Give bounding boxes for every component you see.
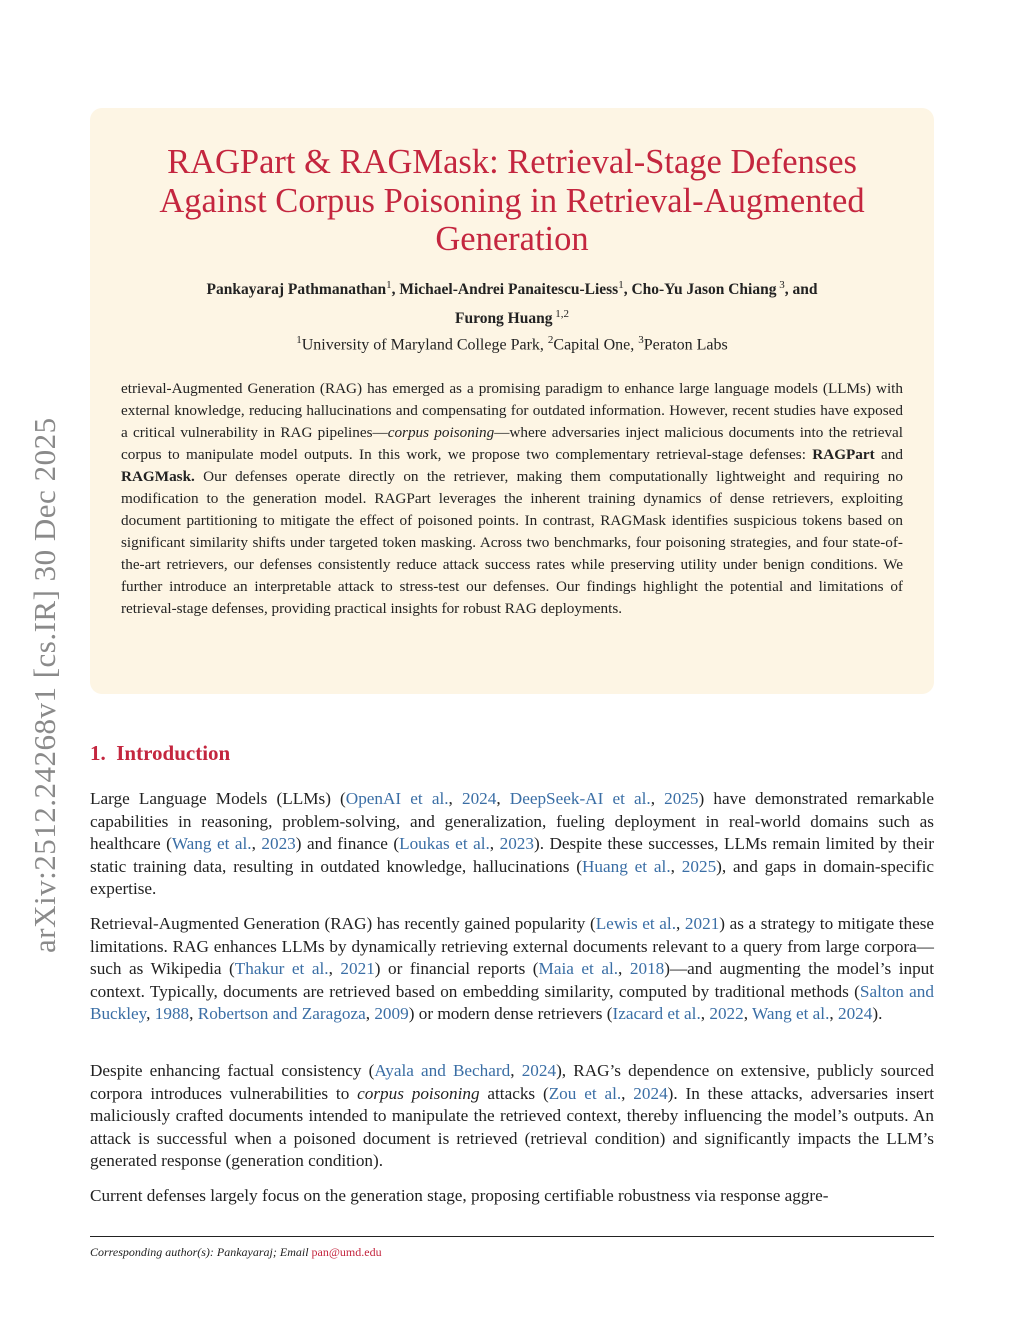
text-run: ) and finance ( <box>295 834 400 853</box>
citation-link[interactable]: 2024 <box>521 1061 557 1080</box>
affiliation-mark: 2 <box>547 334 554 346</box>
author-separator: , <box>623 281 632 299</box>
citation-link[interactable]: 2024 <box>837 1004 873 1023</box>
author-list <box>90 273 934 331</box>
text-run: , <box>146 1004 155 1023</box>
citation-link[interactable]: 2024 <box>633 1083 668 1103</box>
affiliation-name: University of Maryland College Park, <box>301 336 548 354</box>
text-run: , <box>676 914 685 933</box>
text-run: , <box>670 856 682 876</box>
author-separator: , <box>391 281 400 299</box>
text-run: , <box>189 1004 198 1023</box>
intro-paragraph <box>90 1060 934 1173</box>
citation-link[interactable]: 2018 <box>629 959 665 978</box>
text-run: , <box>700 1004 710 1023</box>
emphasis-text: corpus poisoning <box>357 1083 480 1103</box>
text-run: ) or modern dense retrievers ( <box>408 1004 613 1023</box>
text-run: , <box>489 834 500 853</box>
citation-link[interactable]: Thakur et al. <box>234 959 329 978</box>
text-run: , <box>618 959 630 978</box>
text-run: ), RAG’s dependence on extensive, publicly sourced corpora introduces vulnerabilities to <box>90 1061 934 1103</box>
footnote-label: Corresponding author(s): Pankayaraj; Email <box>90 1245 312 1259</box>
affiliation-name: Peraton Labs <box>643 336 728 354</box>
citation-link[interactable]: 1988 <box>154 1004 190 1023</box>
citation-link[interactable]: 2023 <box>499 834 534 853</box>
affiliation-name: Capital One, <box>553 336 639 354</box>
citation-link[interactable]: OpenAI et al. <box>345 789 449 808</box>
intro-paragraph <box>90 913 934 1026</box>
intro-paragraph <box>90 1185 934 1208</box>
text-run: and <box>874 446 903 463</box>
citation-link[interactable]: Maia et al. <box>538 959 619 978</box>
citation-link[interactable]: Loukas et al. <box>399 834 490 853</box>
text-run: , <box>328 959 341 978</box>
text-run: attacks ( <box>479 1083 549 1103</box>
affiliations <box>90 334 934 354</box>
author-name: Pankayaraj Pathmanathan <box>206 281 387 299</box>
citation-link[interactable]: Huang et al. <box>582 856 671 876</box>
paper-title <box>90 143 934 259</box>
title-line: Against Corpus Poisoning in Retrieval-Augmented <box>159 181 865 220</box>
author-name: Michael-Andrei Panaitescu-Liess <box>399 281 619 299</box>
text-run: , <box>621 1083 634 1103</box>
citation-link[interactable]: 2021 <box>340 959 375 978</box>
footnote <box>90 1245 382 1260</box>
text-run: Current defenses largely focus on the generation stage, proposing certifiable robustness via response aggre- <box>90 1186 829 1205</box>
citation-link[interactable]: Ayala and Bechard <box>374 1061 511 1080</box>
intro-paragraph <box>90 788 934 901</box>
affiliation-mark: 1 <box>296 334 302 346</box>
text-run: , <box>650 789 665 808</box>
affiliation-mark: 3 <box>638 334 644 346</box>
citation-link[interactable]: 2022 <box>709 1004 744 1023</box>
abstract-text <box>121 378 903 620</box>
citation-link[interactable]: Lewis et al. <box>595 914 677 933</box>
text-run: ). Despite these successes, LLMs remain limited by their static training data, resulting in outdated knowledge, hallucinations ( <box>90 834 934 876</box>
text-run: Retrieval-Augmented Generation (RAG) has recently gained popularity ( <box>90 914 596 933</box>
text-run: , <box>829 1004 838 1023</box>
text-run: —where adversaries inject malicious documents into the retrieval corpus to manipulate model outputs. In this work, we propose two complementary retrieval-stage defenses: <box>121 424 903 463</box>
title-line: Generation <box>435 220 589 258</box>
email-link[interactable]: pan@umd.edu <box>311 1245 382 1259</box>
bold-text: RAGPart <box>812 446 875 463</box>
text-run: ), and gaps in domain-specific expertise. <box>90 856 934 898</box>
section-heading <box>90 741 230 766</box>
text-run: , <box>496 789 510 808</box>
section-number: 1. <box>90 741 106 765</box>
text-run: , <box>448 789 462 808</box>
footnote-rule <box>90 1236 934 1237</box>
author-affiliation-mark: 3 <box>776 279 785 291</box>
author-name: Furong Huang <box>455 310 553 328</box>
citation-link[interactable]: Salton and Buckley <box>90 981 934 1023</box>
author-affiliation-mark: 1 <box>386 279 392 291</box>
text-run: )—and augmenting the model’s input context. Typically, documents are retrieved based on embedding similarity, computed by traditional methods ( <box>90 959 935 1001</box>
citation-link[interactable]: Zou et al. <box>548 1083 622 1103</box>
text-run: ). <box>872 1004 883 1023</box>
author-affiliation-mark: 1,2 <box>552 308 569 321</box>
author-affiliation-mark: 1 <box>618 279 624 291</box>
citation-link[interactable]: Wang et al. <box>752 1004 830 1023</box>
citation-link[interactable]: 2025 <box>681 856 717 876</box>
citation-link[interactable]: 2009 <box>374 1004 409 1023</box>
citation-link[interactable]: 2024 <box>461 789 497 808</box>
citation-link[interactable]: 2023 <box>261 834 296 853</box>
citation-link[interactable]: Robertson and Zaragoza <box>197 1004 366 1023</box>
text-run: ) or financial reports ( <box>374 959 539 978</box>
text-run: ) have demonstrated remarkable capabilities in reasoning, problem-solving, and generalization, fueling deployment in real-world domains such as healthcare ( <box>90 789 934 853</box>
bold-text: RAGMask. <box>121 468 195 485</box>
author-name: Cho-Yu Jason Chiang <box>631 281 777 299</box>
text-run: , <box>365 1004 375 1023</box>
text-run: etrieval-Augmented Generation (RAG) has emerged as a promising paradigm to enhance large language models (LLMs) with external knowledge, reducing hallucinations and compensating for outdated information. However, recent studies have exposed a critical vulnerability in RAG pipelines— <box>121 380 903 441</box>
text-run: Despite enhancing factual consistency ( <box>90 1061 375 1080</box>
text-run: , <box>743 1004 753 1023</box>
text-run: Our defenses operate directly on the retriever, making them computationally lightweight and requiring no modification to the generation model. RAGPart leverages the inherent training dynamics of dense retrievers, exploiting document partitioning to mitigate the effect of poisoned points. In contrast, RAGMask identifies suspicious tokens based on significant similarity shifts under targeted token masking. Across two benchmarks, four poisoning strategies, and four state-of-the-art retrievers, our defenses consistently reduce attack success rates while preserving utility under benign conditions. We further introduce an interpretable attack to stress-test our defenses. Our findings highlight the potential and limitations of retrieval-stage defenses, providing practical insights for robust RAG deployments. <box>121 468 903 617</box>
section-title: Introduction <box>116 741 231 765</box>
author-separator: , and <box>784 281 818 299</box>
arxiv-identifier: arXiv:2512.24268v1 [cs.IR] 30 Dec 2025 <box>27 417 62 953</box>
citation-link[interactable]: 2025 <box>664 789 699 808</box>
text-run: ). In these attacks, adversaries insert maliciously crafted documents intended to manipulate the retrieved context, thereby influencing the model’s outputs. An attack is successful when a poisoned document is retrieved (retrieval condition) and significantly impacts the LLM’s generated response (generation condition). <box>90 1083 935 1170</box>
text-run: ) as a strategy to mitigate these limitations. RAG enhances LLMs by dynamically retrieving external documents relevant to a query from large corpora—such as Wikipedia ( <box>90 914 935 978</box>
text-run: Large Language Models (LLMs) ( <box>90 789 346 808</box>
emphasis-text: corpus poisoning <box>387 424 495 441</box>
citation-link[interactable]: Izacard et al. <box>612 1004 701 1023</box>
text-run: , <box>251 834 262 853</box>
title-line: RAGPart & RAGMask: Retrieval-Stage Defenses <box>167 143 857 181</box>
text-run: , <box>510 1061 522 1080</box>
citation-link[interactable]: Wang et al. <box>171 834 252 853</box>
citation-link[interactable]: DeepSeek-AI et al. <box>509 789 651 808</box>
citation-link[interactable]: 2021 <box>684 914 720 933</box>
